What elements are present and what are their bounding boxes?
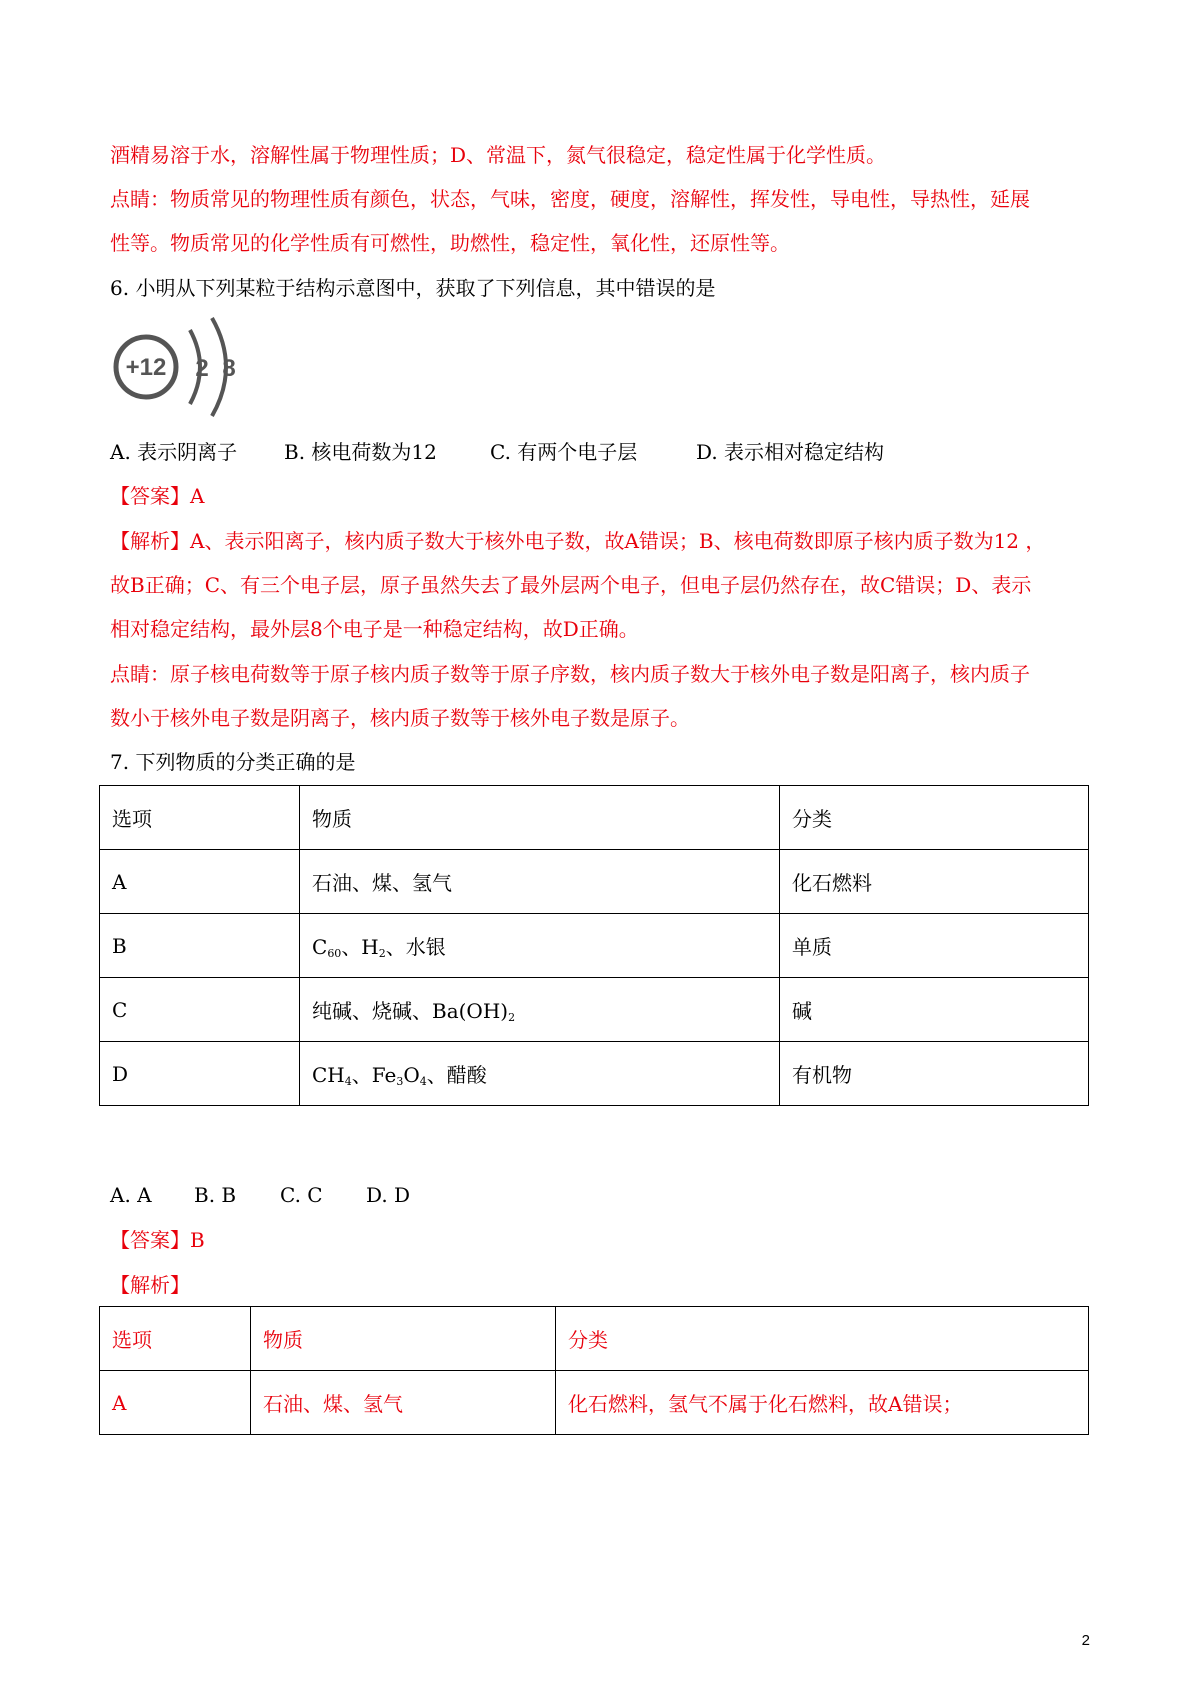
cell-option: A (100, 1371, 251, 1435)
analysis-6-line: 故B正确；C、有三个电子层，原子虽然失去了最外层两个电子，但电子层仍然存在，故C错误；D、表示 (110, 573, 1032, 597)
analysis-6-line: 相对稳定结构，最外层8个电子是一种稳定结构，故D正确。 (110, 617, 639, 641)
tip-line: 点睛：物质常见的物理性质有颜色，状态，气味，密度，硬度，溶解性，挥发性，导电性，导热性，延展 (110, 187, 1030, 211)
tip-6-line: 数小于核外电子数是阴离子，核内质子数等于核外电子数是原子。 (110, 706, 690, 730)
answer-6: 【答案】A (110, 484, 205, 508)
cell-substance: $CH_4$、$Fe_3O_4$、醋酸 (300, 1042, 780, 1106)
cell-option: A (100, 850, 300, 914)
cell-option: B (100, 914, 300, 978)
header-option: 选项 (100, 786, 300, 850)
analysis-table (99, 1306, 1089, 1435)
cell-option: D (100, 1042, 300, 1106)
table-row (100, 914, 1089, 978)
header-class: 分类 (780, 786, 1089, 850)
option-a: A. 表示阴离子 (110, 440, 238, 464)
option-d: D. 表示相对稳定结构 (696, 440, 885, 464)
header-class: 分类 (556, 1307, 1089, 1371)
question-7-options (110, 1181, 410, 1209)
cell-class: 单质 (780, 914, 1089, 978)
header-substance: 物质 (251, 1307, 556, 1371)
option-b: B. B (194, 1183, 237, 1207)
option-d: D. D (366, 1183, 411, 1207)
question-6-options (110, 438, 884, 466)
shell-2-electrons: 8 (222, 355, 236, 382)
tip-line: 性等。物质常见的化学性质有可燃性，助燃性，稳定性，氧化性，还原性等。 (110, 231, 790, 255)
explanation-line: 酒精易溶于水，溶解性属于物理性质；D、常温下，氮气很稳定，稳定性属于化学性质。 (110, 143, 887, 167)
cell-substance: 纯碱、烧碱、$Ba(OH)_2$ (300, 978, 780, 1042)
option-a: A. A (110, 1183, 152, 1207)
question-6-stem: 6. 小明从下列某粒于结构示意图中，获取了下列信息，其中错误的是 (110, 276, 716, 300)
header-substance: 物质 (300, 786, 780, 850)
option-c: C. 有两个电子层 (490, 440, 638, 464)
cell-option: C (100, 978, 300, 1042)
question-7-stem: 7. 下列物质的分类正确的是 (110, 750, 356, 774)
table-row (100, 850, 1089, 914)
table-row (100, 1042, 1089, 1106)
header-option: 选项 (100, 1307, 251, 1371)
option-b: B. 核电荷数为12 (284, 440, 437, 464)
cell-substance: 石油、煤、氢气 (251, 1371, 556, 1435)
cell-substance: $C_{60}$、$H_2$、水银 (300, 914, 780, 978)
classification-table (99, 785, 1089, 1106)
table-row (100, 978, 1089, 1042)
cell-class: 有机物 (780, 1042, 1089, 1106)
answer-7: 【答案】B (110, 1228, 205, 1252)
page-number: 2 (1081, 1632, 1090, 1649)
shell-1-electrons: 2 (195, 355, 209, 382)
table-header-row (100, 786, 1089, 850)
cell-class: 碱 (780, 978, 1089, 1042)
cell-substance: 石油、煤、氢气 (300, 850, 780, 914)
cell-class: 化石燃料 (780, 850, 1089, 914)
analysis-6-line: 【解析】A、表示阳离子，核内质子数大于核外电子数，故A错误；B、核电荷数即原子核内质子数为12 ， (110, 529, 1046, 553)
option-c: C. C (280, 1183, 323, 1207)
analysis-7-label: 【解析】 (110, 1273, 190, 1297)
cell-class: 化石燃料，氢气不属于化石燃料，故A错误； (556, 1371, 1089, 1435)
table-row (100, 1371, 1089, 1435)
nucleus-charge: +12 (125, 354, 167, 381)
tip-6-line: 点睛：原子核电荷数等于原子核内质子数等于原子序数，核内质子数大于核外电子数是阳离子，核内质子 (110, 662, 1030, 686)
table-header-row (100, 1307, 1089, 1371)
atomic-structure-diagram (112, 312, 252, 422)
